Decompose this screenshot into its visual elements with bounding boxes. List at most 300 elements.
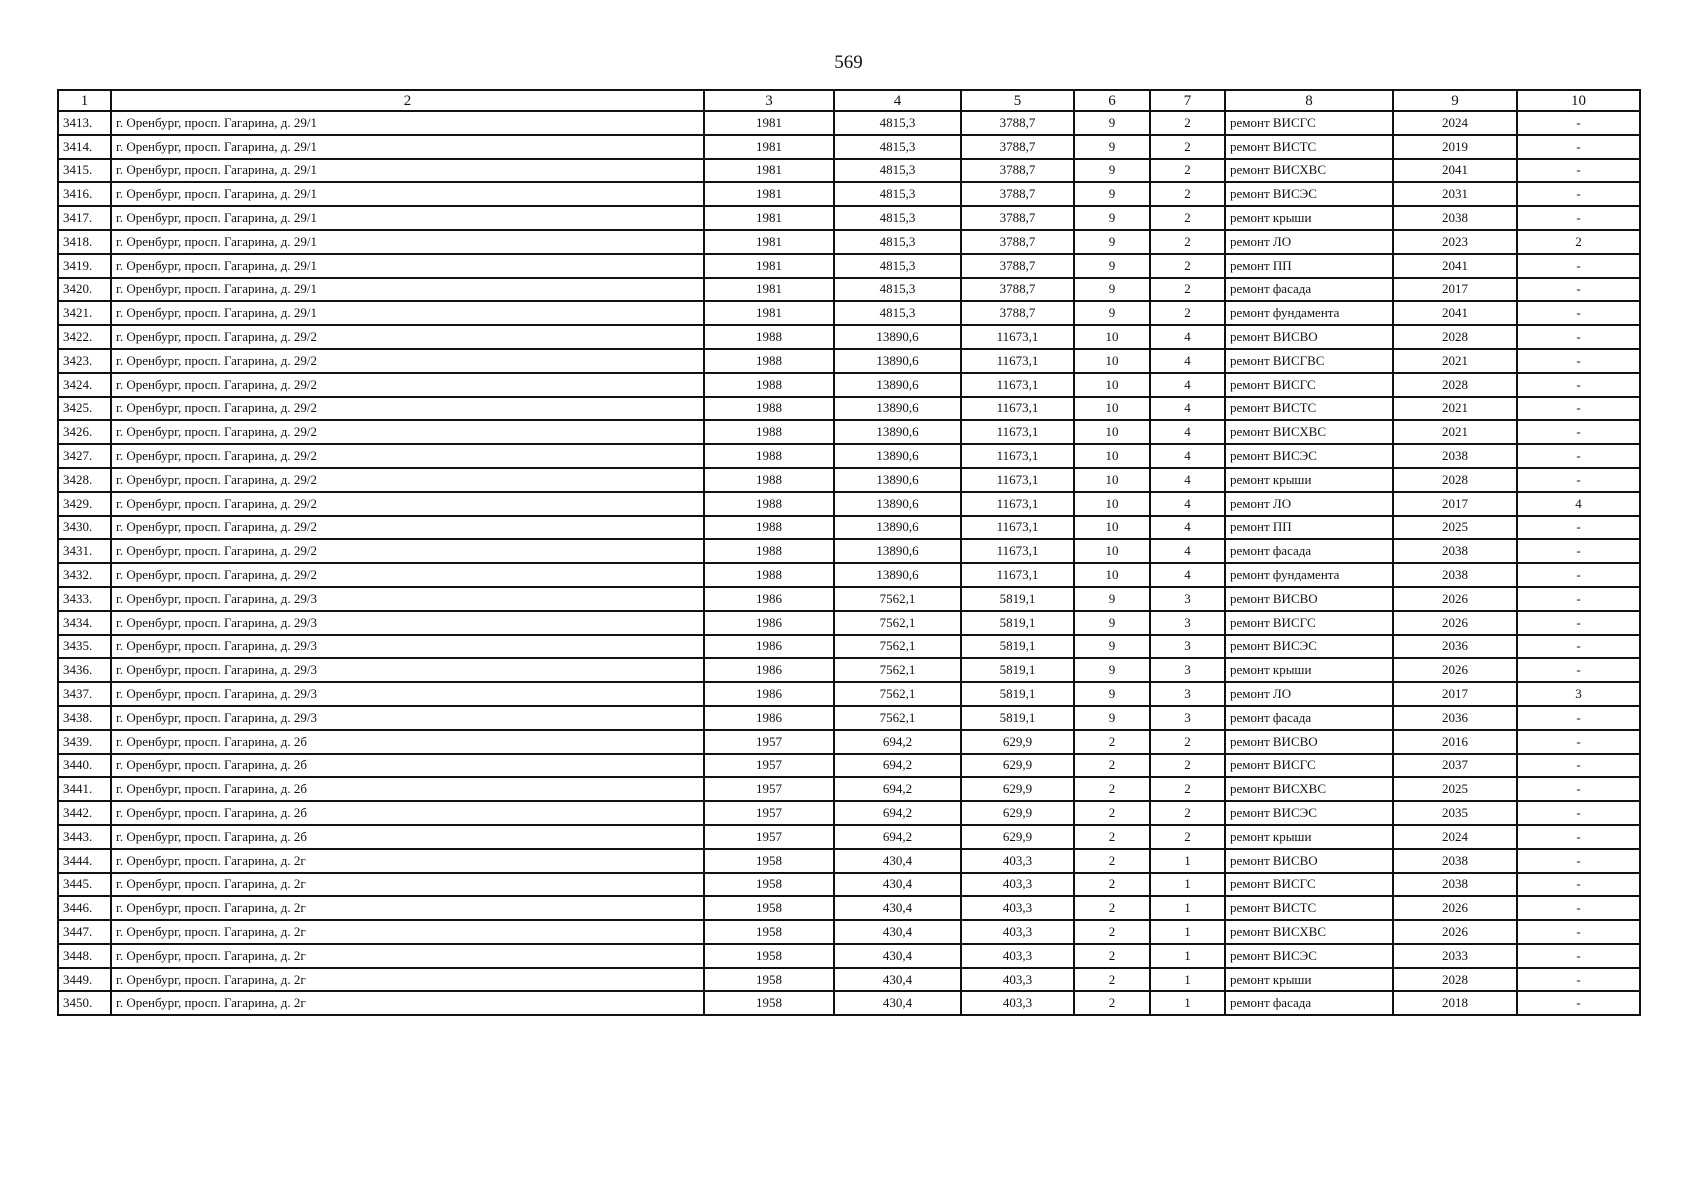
table-row [58, 658, 1640, 682]
cell-elevators: 3 [1517, 682, 1640, 706]
table-row [58, 563, 1640, 587]
table-row [58, 991, 1640, 1015]
cell-build-year: 1958 [704, 849, 834, 873]
cell-address: г. Оренбург, просп. Гагарина, д. 29/2 [111, 468, 704, 492]
cell-address: г. Оренбург, просп. Гагарина, д. 2г [111, 920, 704, 944]
table-row [58, 730, 1640, 754]
cell-elevators: - [1517, 873, 1640, 897]
cell-planned-year: 2028 [1393, 468, 1517, 492]
cell-work-type: ремонт ВИСХВС [1225, 159, 1393, 183]
cell-total-area: 694,2 [834, 777, 961, 801]
cell-living-area: 3788,7 [961, 301, 1074, 325]
cell-work-type: ремонт ВИСВО [1225, 849, 1393, 873]
cell-row-number: 3413. [58, 111, 111, 135]
cell-build-year: 1981 [704, 135, 834, 159]
cell-build-year: 1957 [704, 730, 834, 754]
page-number: 569 [834, 52, 863, 73]
cell-floors: 2 [1074, 896, 1150, 920]
cell-total-area: 430,4 [834, 944, 961, 968]
cell-elevators: - [1517, 349, 1640, 373]
cell-floors: 2 [1074, 825, 1150, 849]
cell-address: г. Оренбург, просп. Гагарина, д. 29/1 [111, 206, 704, 230]
cell-living-area: 403,3 [961, 944, 1074, 968]
cell-work-type: ремонт фасада [1225, 539, 1393, 563]
cell-living-area: 629,9 [961, 754, 1074, 778]
cell-elevators: - [1517, 706, 1640, 730]
cell-planned-year: 2038 [1393, 563, 1517, 587]
cell-work-type: ремонт ВИСХВС [1225, 920, 1393, 944]
cell-row-number: 3435. [58, 635, 111, 659]
table-row [58, 468, 1640, 492]
cell-floors: 2 [1074, 801, 1150, 825]
cell-work-type: ремонт ПП [1225, 254, 1393, 278]
cell-entrances: 1 [1150, 896, 1225, 920]
cell-floors: 2 [1074, 873, 1150, 897]
cell-entrances: 2 [1150, 159, 1225, 183]
cell-address: г. Оренбург, просп. Гагарина, д. 2г [111, 968, 704, 992]
cell-living-area: 11673,1 [961, 492, 1074, 516]
cell-row-number: 3417. [58, 206, 111, 230]
cell-row-number: 3418. [58, 230, 111, 254]
cell-build-year: 1957 [704, 754, 834, 778]
cell-row-number: 3426. [58, 420, 111, 444]
cell-planned-year: 2038 [1393, 873, 1517, 897]
cell-living-area: 3788,7 [961, 254, 1074, 278]
cell-floors: 9 [1074, 706, 1150, 730]
cell-floors: 9 [1074, 182, 1150, 206]
cell-total-area: 4815,3 [834, 159, 961, 183]
cell-living-area: 5819,1 [961, 611, 1074, 635]
cell-total-area: 4815,3 [834, 230, 961, 254]
cell-address: г. Оренбург, просп. Гагарина, д. 29/3 [111, 611, 704, 635]
cell-planned-year: 2024 [1393, 825, 1517, 849]
cell-entrances: 3 [1150, 635, 1225, 659]
cell-entrances: 4 [1150, 397, 1225, 421]
cell-planned-year: 2037 [1393, 754, 1517, 778]
table-body [58, 111, 1640, 1015]
cell-planned-year: 2021 [1393, 420, 1517, 444]
cell-row-number: 3429. [58, 492, 111, 516]
cell-living-area: 629,9 [961, 777, 1074, 801]
cell-planned-year: 2031 [1393, 182, 1517, 206]
column-header-2: 2 [111, 90, 704, 111]
cell-work-type: ремонт ЛО [1225, 230, 1393, 254]
cell-elevators: - [1517, 777, 1640, 801]
cell-entrances: 2 [1150, 278, 1225, 302]
cell-work-type: ремонт ВИСГС [1225, 611, 1393, 635]
cell-living-area: 3788,7 [961, 111, 1074, 135]
cell-build-year: 1981 [704, 254, 834, 278]
cell-elevators: - [1517, 420, 1640, 444]
column-header-10: 10 [1517, 90, 1640, 111]
cell-address: г. Оренбург, просп. Гагарина, д. 29/2 [111, 516, 704, 540]
cell-floors: 2 [1074, 777, 1150, 801]
cell-elevators: - [1517, 563, 1640, 587]
cell-floors: 2 [1074, 920, 1150, 944]
cell-entrances: 3 [1150, 706, 1225, 730]
table-row [58, 325, 1640, 349]
cell-row-number: 3436. [58, 658, 111, 682]
cell-total-area: 13890,6 [834, 516, 961, 540]
cell-elevators: - [1517, 968, 1640, 992]
cell-work-type: ремонт крыши [1225, 206, 1393, 230]
cell-row-number: 3444. [58, 849, 111, 873]
cell-elevators: - [1517, 587, 1640, 611]
cell-total-area: 4815,3 [834, 182, 961, 206]
cell-total-area: 430,4 [834, 968, 961, 992]
table-row [58, 920, 1640, 944]
cell-living-area: 3788,7 [961, 159, 1074, 183]
cell-address: г. Оренбург, просп. Гагарина, д. 29/3 [111, 635, 704, 659]
cell-row-number: 3437. [58, 682, 111, 706]
cell-planned-year: 2041 [1393, 254, 1517, 278]
cell-elevators: - [1517, 611, 1640, 635]
cell-planned-year: 2023 [1393, 230, 1517, 254]
cell-address: г. Оренбург, просп. Гагарина, д. 29/2 [111, 420, 704, 444]
cell-floors: 9 [1074, 682, 1150, 706]
cell-elevators: - [1517, 111, 1640, 135]
cell-address: г. Оренбург, просп. Гагарина, д. 29/3 [111, 658, 704, 682]
cell-entrances: 4 [1150, 373, 1225, 397]
cell-floors: 9 [1074, 206, 1150, 230]
cell-planned-year: 2028 [1393, 968, 1517, 992]
cell-work-type: ремонт ВИСЭС [1225, 444, 1393, 468]
cell-work-type: ремонт крыши [1225, 968, 1393, 992]
cell-row-number: 3428. [58, 468, 111, 492]
cell-total-area: 430,4 [834, 896, 961, 920]
cell-work-type: ремонт фундамента [1225, 563, 1393, 587]
cell-floors: 10 [1074, 349, 1150, 373]
cell-floors: 10 [1074, 468, 1150, 492]
cell-work-type: ремонт ЛО [1225, 492, 1393, 516]
cell-build-year: 1988 [704, 325, 834, 349]
cell-build-year: 1958 [704, 896, 834, 920]
table-row [58, 159, 1640, 183]
cell-row-number: 3439. [58, 730, 111, 754]
cell-total-area: 430,4 [834, 849, 961, 873]
cell-build-year: 1986 [704, 682, 834, 706]
cell-build-year: 1988 [704, 444, 834, 468]
cell-row-number: 3424. [58, 373, 111, 397]
cell-work-type: ремонт фасада [1225, 706, 1393, 730]
cell-floors: 10 [1074, 397, 1150, 421]
cell-total-area: 7562,1 [834, 682, 961, 706]
cell-living-area: 11673,1 [961, 325, 1074, 349]
cell-elevators: 2 [1517, 230, 1640, 254]
table-row [58, 801, 1640, 825]
cell-entrances: 2 [1150, 825, 1225, 849]
cell-address: г. Оренбург, просп. Гагарина, д. 29/3 [111, 682, 704, 706]
cell-row-number: 3422. [58, 325, 111, 349]
cell-row-number: 3432. [58, 563, 111, 587]
cell-total-area: 4815,3 [834, 278, 961, 302]
cell-planned-year: 2017 [1393, 682, 1517, 706]
cell-elevators: - [1517, 539, 1640, 563]
cell-work-type: ремонт ВИСТС [1225, 397, 1393, 421]
table-row [58, 230, 1640, 254]
cell-elevators: - [1517, 944, 1640, 968]
table-row [58, 254, 1640, 278]
cell-total-area: 13890,6 [834, 539, 961, 563]
table-row [58, 135, 1640, 159]
cell-entrances: 3 [1150, 611, 1225, 635]
cell-planned-year: 2017 [1393, 278, 1517, 302]
cell-floors: 10 [1074, 373, 1150, 397]
cell-planned-year: 2026 [1393, 587, 1517, 611]
cell-total-area: 4815,3 [834, 135, 961, 159]
cell-planned-year: 2036 [1393, 706, 1517, 730]
table-row [58, 516, 1640, 540]
cell-address: г. Оренбург, просп. Гагарина, д. 29/2 [111, 563, 704, 587]
cell-row-number: 3447. [58, 920, 111, 944]
cell-work-type: ремонт ПП [1225, 516, 1393, 540]
cell-build-year: 1988 [704, 468, 834, 492]
cell-floors: 9 [1074, 111, 1150, 135]
cell-elevators: - [1517, 301, 1640, 325]
cell-address: г. Оренбург, просп. Гагарина, д. 29/2 [111, 373, 704, 397]
cell-floors: 10 [1074, 444, 1150, 468]
cell-address: г. Оренбург, просп. Гагарина, д. 29/1 [111, 159, 704, 183]
table-row [58, 754, 1640, 778]
cell-floors: 2 [1074, 849, 1150, 873]
cell-floors: 10 [1074, 420, 1150, 444]
cell-work-type: ремонт ВИСГС [1225, 873, 1393, 897]
cell-planned-year: 2021 [1393, 397, 1517, 421]
table-row [58, 944, 1640, 968]
table-row [58, 301, 1640, 325]
cell-planned-year: 2035 [1393, 801, 1517, 825]
cell-work-type: ремонт крыши [1225, 658, 1393, 682]
cell-entrances: 3 [1150, 658, 1225, 682]
cell-total-area: 13890,6 [834, 444, 961, 468]
cell-living-area: 403,3 [961, 849, 1074, 873]
cell-living-area: 403,3 [961, 991, 1074, 1015]
cell-row-number: 3421. [58, 301, 111, 325]
cell-total-area: 430,4 [834, 991, 961, 1015]
cell-elevators: - [1517, 754, 1640, 778]
cell-work-type: ремонт ВИСГВС [1225, 349, 1393, 373]
table-row [58, 420, 1640, 444]
cell-elevators: - [1517, 849, 1640, 873]
cell-floors: 2 [1074, 968, 1150, 992]
cell-total-area: 13890,6 [834, 468, 961, 492]
cell-build-year: 1958 [704, 920, 834, 944]
cell-build-year: 1957 [704, 825, 834, 849]
cell-living-area: 11673,1 [961, 373, 1074, 397]
cell-living-area: 629,9 [961, 801, 1074, 825]
cell-elevators: - [1517, 135, 1640, 159]
cell-total-area: 13890,6 [834, 325, 961, 349]
cell-planned-year: 2026 [1393, 658, 1517, 682]
cell-work-type: ремонт ВИСГС [1225, 111, 1393, 135]
cell-entrances: 1 [1150, 944, 1225, 968]
cell-row-number: 3448. [58, 944, 111, 968]
cell-entrances: 2 [1150, 801, 1225, 825]
table-row [58, 777, 1640, 801]
cell-build-year: 1988 [704, 563, 834, 587]
cell-floors: 9 [1074, 254, 1150, 278]
cell-address: г. Оренбург, просп. Гагарина, д. 29/1 [111, 135, 704, 159]
cell-planned-year: 2017 [1393, 492, 1517, 516]
cell-living-area: 3788,7 [961, 230, 1074, 254]
cell-planned-year: 2041 [1393, 159, 1517, 183]
cell-planned-year: 2026 [1393, 611, 1517, 635]
cell-entrances: 2 [1150, 754, 1225, 778]
cell-floors: 2 [1074, 944, 1150, 968]
table-row [58, 873, 1640, 897]
cell-work-type: ремонт крыши [1225, 825, 1393, 849]
column-header-6: 6 [1074, 90, 1150, 111]
cell-entrances: 4 [1150, 444, 1225, 468]
cell-entrances: 4 [1150, 492, 1225, 516]
cell-planned-year: 2025 [1393, 777, 1517, 801]
cell-elevators: - [1517, 206, 1640, 230]
cell-floors: 10 [1074, 563, 1150, 587]
cell-planned-year: 2036 [1393, 635, 1517, 659]
cell-floors: 2 [1074, 730, 1150, 754]
cell-entrances: 4 [1150, 349, 1225, 373]
cell-floors: 2 [1074, 754, 1150, 778]
cell-total-area: 7562,1 [834, 587, 961, 611]
cell-build-year: 1988 [704, 420, 834, 444]
cell-elevators: - [1517, 182, 1640, 206]
cell-address: г. Оренбург, просп. Гагарина, д. 2б [111, 801, 704, 825]
cell-address: г. Оренбург, просп. Гагарина, д. 2б [111, 777, 704, 801]
cell-row-number: 3425. [58, 397, 111, 421]
cell-planned-year: 2025 [1393, 516, 1517, 540]
cell-planned-year: 2033 [1393, 944, 1517, 968]
table-row [58, 349, 1640, 373]
cell-entrances: 2 [1150, 182, 1225, 206]
cell-total-area: 694,2 [834, 801, 961, 825]
cell-entrances: 2 [1150, 777, 1225, 801]
cell-living-area: 11673,1 [961, 468, 1074, 492]
cell-planned-year: 2026 [1393, 920, 1517, 944]
cell-address: г. Оренбург, просп. Гагарина, д. 2б [111, 730, 704, 754]
cell-build-year: 1988 [704, 349, 834, 373]
cell-build-year: 1986 [704, 635, 834, 659]
cell-living-area: 11673,1 [961, 397, 1074, 421]
cell-entrances: 2 [1150, 230, 1225, 254]
column-header-5: 5 [961, 90, 1074, 111]
cell-build-year: 1981 [704, 301, 834, 325]
cell-total-area: 7562,1 [834, 658, 961, 682]
cell-row-number: 3415. [58, 159, 111, 183]
table-row [58, 825, 1640, 849]
cell-entrances: 2 [1150, 301, 1225, 325]
cell-row-number: 3450. [58, 991, 111, 1015]
cell-work-type: ремонт ВИСТС [1225, 135, 1393, 159]
cell-build-year: 1957 [704, 801, 834, 825]
cell-address: г. Оренбург, просп. Гагарина, д. 2г [111, 896, 704, 920]
cell-floors: 10 [1074, 492, 1150, 516]
cell-build-year: 1981 [704, 111, 834, 135]
cell-build-year: 1958 [704, 968, 834, 992]
table-row [58, 278, 1640, 302]
cell-total-area: 13890,6 [834, 373, 961, 397]
cell-total-area: 4815,3 [834, 111, 961, 135]
cell-living-area: 11673,1 [961, 444, 1074, 468]
cell-address: г. Оренбург, просп. Гагарина, д. 29/1 [111, 230, 704, 254]
cell-build-year: 1988 [704, 516, 834, 540]
cell-address: г. Оренбург, просп. Гагарина, д. 2г [111, 849, 704, 873]
cell-elevators: - [1517, 397, 1640, 421]
cell-work-type: ремонт ВИСЭС [1225, 944, 1393, 968]
cell-living-area: 3788,7 [961, 206, 1074, 230]
cell-elevators: - [1517, 468, 1640, 492]
cell-address: г. Оренбург, просп. Гагарина, д. 29/2 [111, 539, 704, 563]
cell-living-area: 403,3 [961, 896, 1074, 920]
cell-elevators: - [1517, 896, 1640, 920]
cell-entrances: 2 [1150, 730, 1225, 754]
cell-planned-year: 2038 [1393, 444, 1517, 468]
cell-entrances: 2 [1150, 111, 1225, 135]
cell-build-year: 1981 [704, 278, 834, 302]
cell-build-year: 1981 [704, 230, 834, 254]
cell-row-number: 3419. [58, 254, 111, 278]
cell-entrances: 4 [1150, 516, 1225, 540]
cell-entrances: 1 [1150, 968, 1225, 992]
cell-living-area: 11673,1 [961, 563, 1074, 587]
cell-living-area: 403,3 [961, 873, 1074, 897]
cell-total-area: 694,2 [834, 730, 961, 754]
cell-work-type: ремонт ВИСВО [1225, 730, 1393, 754]
cell-build-year: 1988 [704, 397, 834, 421]
cell-work-type: ремонт ВИСЭС [1225, 182, 1393, 206]
cell-floors: 9 [1074, 230, 1150, 254]
cell-row-number: 3440. [58, 754, 111, 778]
cell-row-number: 3446. [58, 896, 111, 920]
cell-planned-year: 2028 [1393, 373, 1517, 397]
column-header-7: 7 [1150, 90, 1225, 111]
cell-total-area: 13890,6 [834, 397, 961, 421]
cell-floors: 9 [1074, 301, 1150, 325]
cell-address: г. Оренбург, просп. Гагарина, д. 29/3 [111, 706, 704, 730]
cell-elevators: - [1517, 991, 1640, 1015]
cell-planned-year: 2018 [1393, 991, 1517, 1015]
cell-build-year: 1957 [704, 777, 834, 801]
column-header-3: 3 [704, 90, 834, 111]
cell-total-area: 13890,6 [834, 563, 961, 587]
cell-elevators: 4 [1517, 492, 1640, 516]
cell-total-area: 7562,1 [834, 611, 961, 635]
cell-build-year: 1988 [704, 539, 834, 563]
cell-build-year: 1986 [704, 611, 834, 635]
cell-address: г. Оренбург, просп. Гагарина, д. 29/2 [111, 492, 704, 516]
cell-address: г. Оренбург, просп. Гагарина, д. 29/1 [111, 278, 704, 302]
cell-total-area: 13890,6 [834, 349, 961, 373]
cell-row-number: 3414. [58, 135, 111, 159]
cell-elevators: - [1517, 444, 1640, 468]
cell-row-number: 3445. [58, 873, 111, 897]
cell-address: г. Оренбург, просп. Гагарина, д. 29/2 [111, 349, 704, 373]
cell-entrances: 1 [1150, 873, 1225, 897]
cell-elevators: - [1517, 635, 1640, 659]
table-row [58, 706, 1640, 730]
cell-planned-year: 2038 [1393, 206, 1517, 230]
cell-row-number: 3431. [58, 539, 111, 563]
cell-build-year: 1988 [704, 373, 834, 397]
cell-address: г. Оренбург, просп. Гагарина, д. 2б [111, 754, 704, 778]
cell-total-area: 7562,1 [834, 706, 961, 730]
table-row [58, 111, 1640, 135]
cell-entrances: 3 [1150, 587, 1225, 611]
cell-living-area: 3788,7 [961, 278, 1074, 302]
cell-living-area: 5819,1 [961, 658, 1074, 682]
cell-total-area: 694,2 [834, 754, 961, 778]
table-row [58, 539, 1640, 563]
cell-elevators: - [1517, 730, 1640, 754]
